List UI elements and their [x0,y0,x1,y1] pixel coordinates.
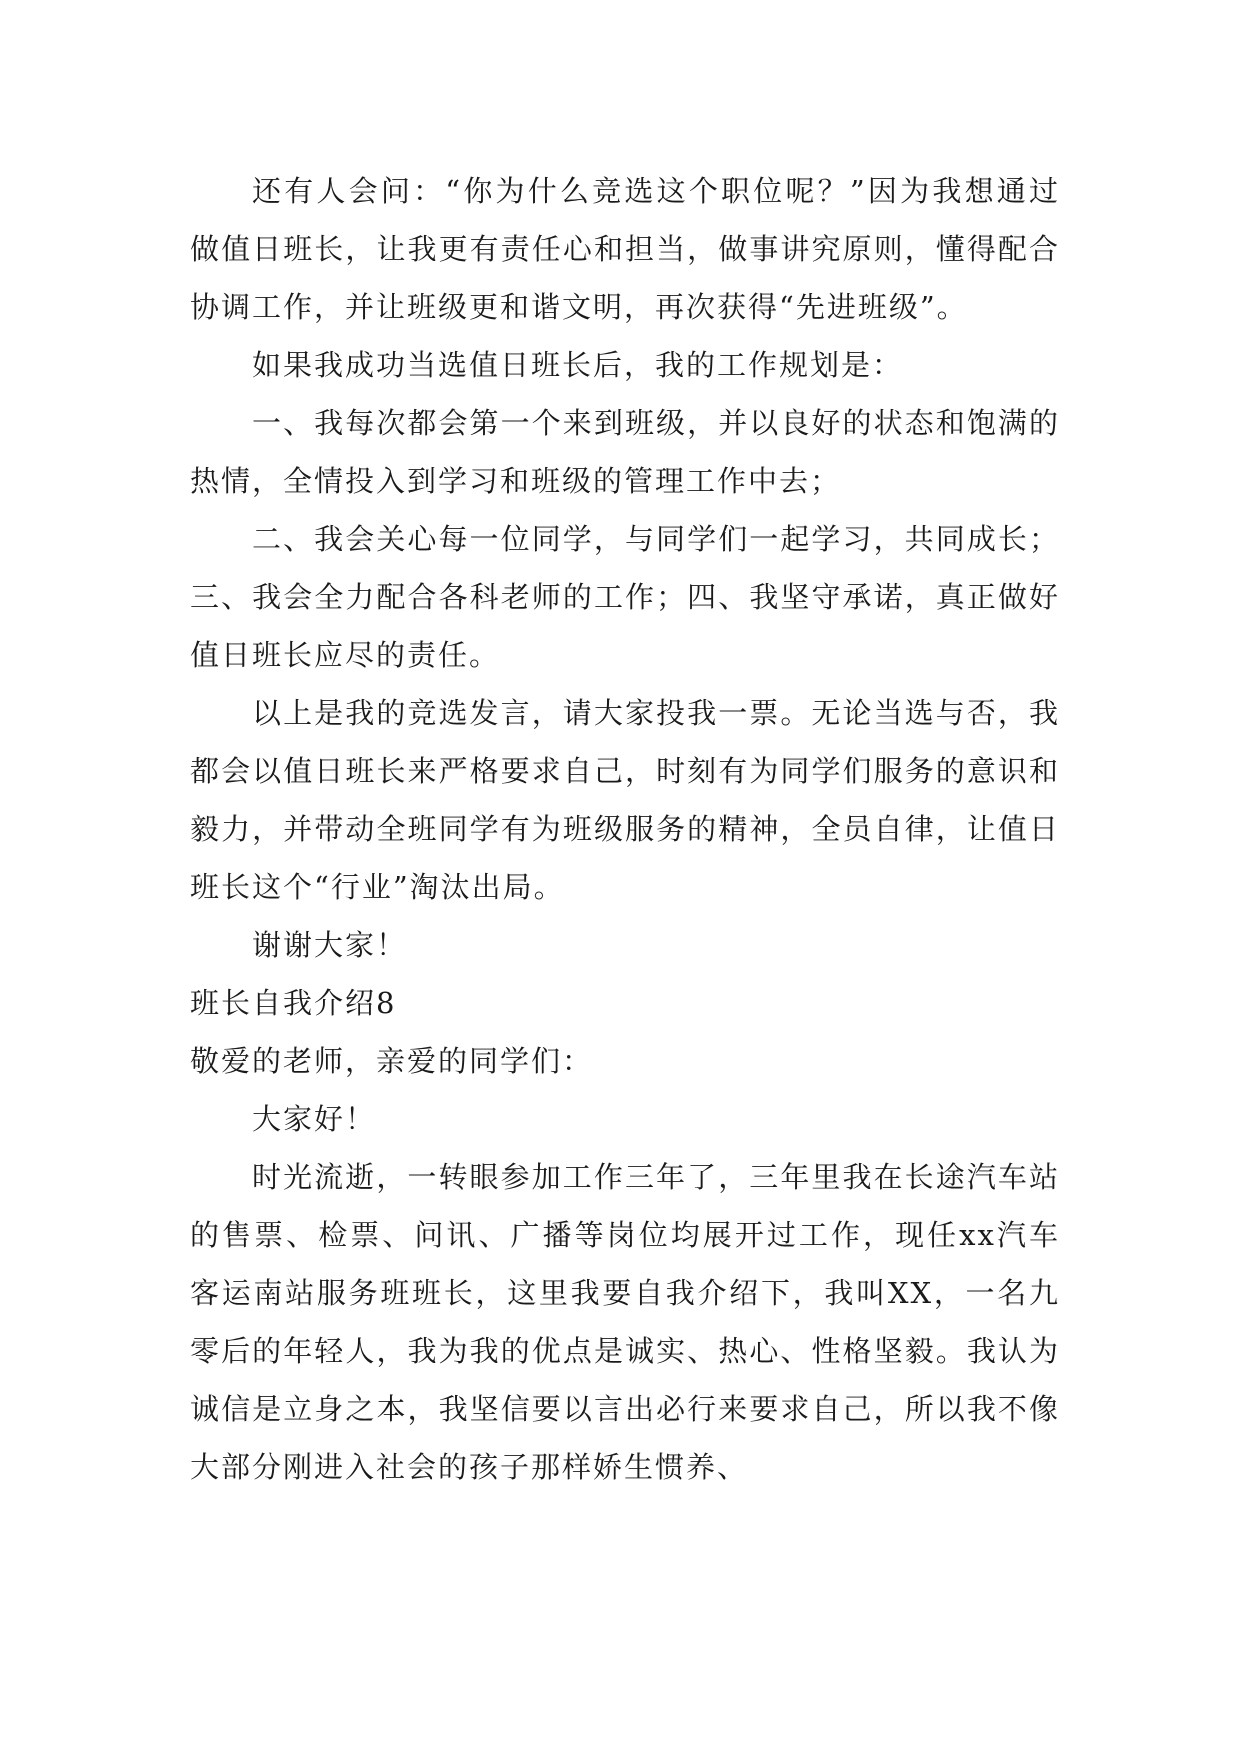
greeting: 大家好！ [252,1102,377,1136]
paragraph-thanks: 谢谢大家！ [252,928,408,962]
paragraph-plan-2-4: 二、我会关心每一位同学，与同学们一起学习，共同成长；三、我会全力配合各科老师的工作；四、我坚守承诺，真正做好值日班长应尽的责任。 [190,522,1060,672]
paragraph-plan-1: 一、我每次都会第一个来到班级，并以良好的状态和饱满的热情，全情投入到学习和班级的管理工作中去； [190,406,1060,498]
salutation: 敬爱的老师，亲爱的同学们： [190,1044,594,1078]
paragraph-plan-intro: 如果我成功当选值日班长后，我的工作规划是： [252,348,904,382]
document-body [190,162,1060,1496]
paragraph-reason: 还有人会问：“你为什么竞选这个职位呢？”因为我想通过做值日班长，让我更有责任心和担当，做事讲究原则，懂得配合协调工作，并让班级更和谐文明，再次获得“先进班级”。 [190,174,1060,324]
paragraph-closing: 以上是我的竞选发言，请大家投我一票。无论当选与否，我都会以值日班长来严格要求自己，时刻有为同学们服务的意识和毅力，并带动全班同学有为班级服务的精神，全员自律，让值日班长这个“行业”淘汰出局。 [190,696,1060,904]
section-heading: 班长自我介绍8 [190,986,397,1020]
paragraph-self-intro: 时光流逝，一转眼参加工作三年了，三年里我在长途汽车站的售票、检票、问讯、广播等岗位均展开过工作，现任xx汽车客运南站服务班班长，这里我要自我介绍下，我叫XX，一名九零后的年轻人，我为我的优点是诚实、热心、性格坚毅。我认为诚信是立身之本，我坚信要以言出必行来要求自己，所以我不像大部分刚进入社会的孩子那样娇生惯养、 [190,1160,1060,1484]
